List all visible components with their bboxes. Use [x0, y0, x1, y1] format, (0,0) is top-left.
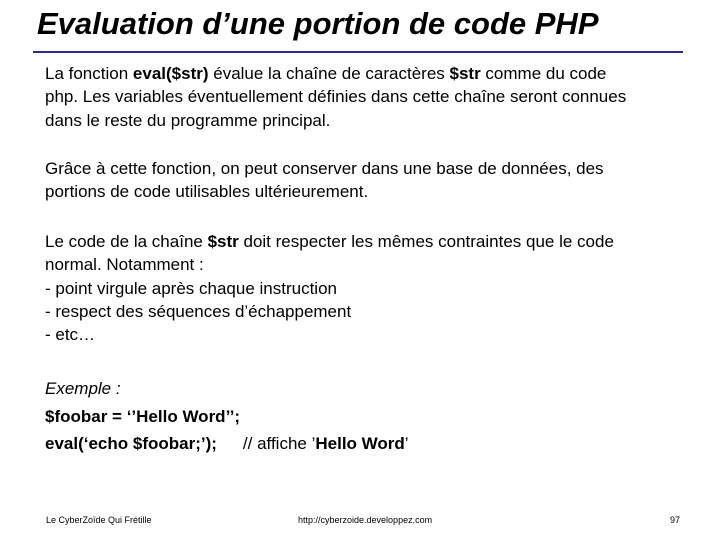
paragraph-eval-description	[45, 62, 685, 132]
text-run: comme du code	[480, 64, 607, 83]
paragraph-line	[45, 62, 685, 85]
paragraph-constraints	[45, 230, 685, 346]
constraint-list-item: - point virgule après chaque instruction	[45, 278, 337, 298]
paragraph-database-storage	[45, 157, 685, 204]
comment-text: ’	[404, 434, 409, 453]
code-line-eval	[45, 430, 685, 458]
constraint-list-item: - respect des séquences d’échappement	[45, 301, 352, 321]
comment-output-value: Hello Word	[315, 434, 405, 453]
eval-function-name: eval($str)	[132, 64, 209, 83]
text-run: doit respecter les mêmes contraintes que le code	[238, 232, 614, 251]
paragraph-line: normal. Notamment :	[45, 255, 204, 275]
footer-url: http://cyberzoide.developpez.com	[298, 515, 433, 525]
code-comment	[243, 434, 409, 453]
str-variable-name: $str	[449, 64, 481, 83]
page-number: 97	[670, 515, 681, 525]
paragraph-line: Grâce à cette fonction, on peut conserver dans une base de données, des	[45, 159, 604, 178]
example-label: Exemple :	[45, 379, 121, 398]
slide-title: Evaluation d’une portion de code PHP	[37, 6, 599, 41]
code-line-assignment: $foobar = ‘’Hello Word’’;	[45, 406, 241, 426]
text-run: évalue la chaîne de caractères	[208, 64, 450, 83]
comment-text: // affiche ’	[242, 434, 316, 453]
footer-author: Le CyberZoïde Qui Frétille	[46, 515, 152, 525]
title-divider	[33, 51, 683, 53]
eval-call-code: eval(‘echo $foobar;’);	[45, 434, 217, 453]
str-variable-name: $str	[207, 232, 239, 251]
code-example	[45, 375, 685, 458]
text-run: La fonction	[45, 64, 133, 83]
constraint-list-item: - etc…	[45, 325, 96, 345]
paragraph-line: portions de code utilisables ultérieurement.	[45, 182, 369, 202]
paragraph-line	[45, 230, 685, 253]
text-run: Le code de la chaîne	[45, 232, 208, 251]
paragraph-line: dans le reste du programme principal.	[45, 110, 331, 130]
paragraph-line: php. Les variables éventuellement définies dans cette chaîne seront connues	[45, 87, 627, 107]
